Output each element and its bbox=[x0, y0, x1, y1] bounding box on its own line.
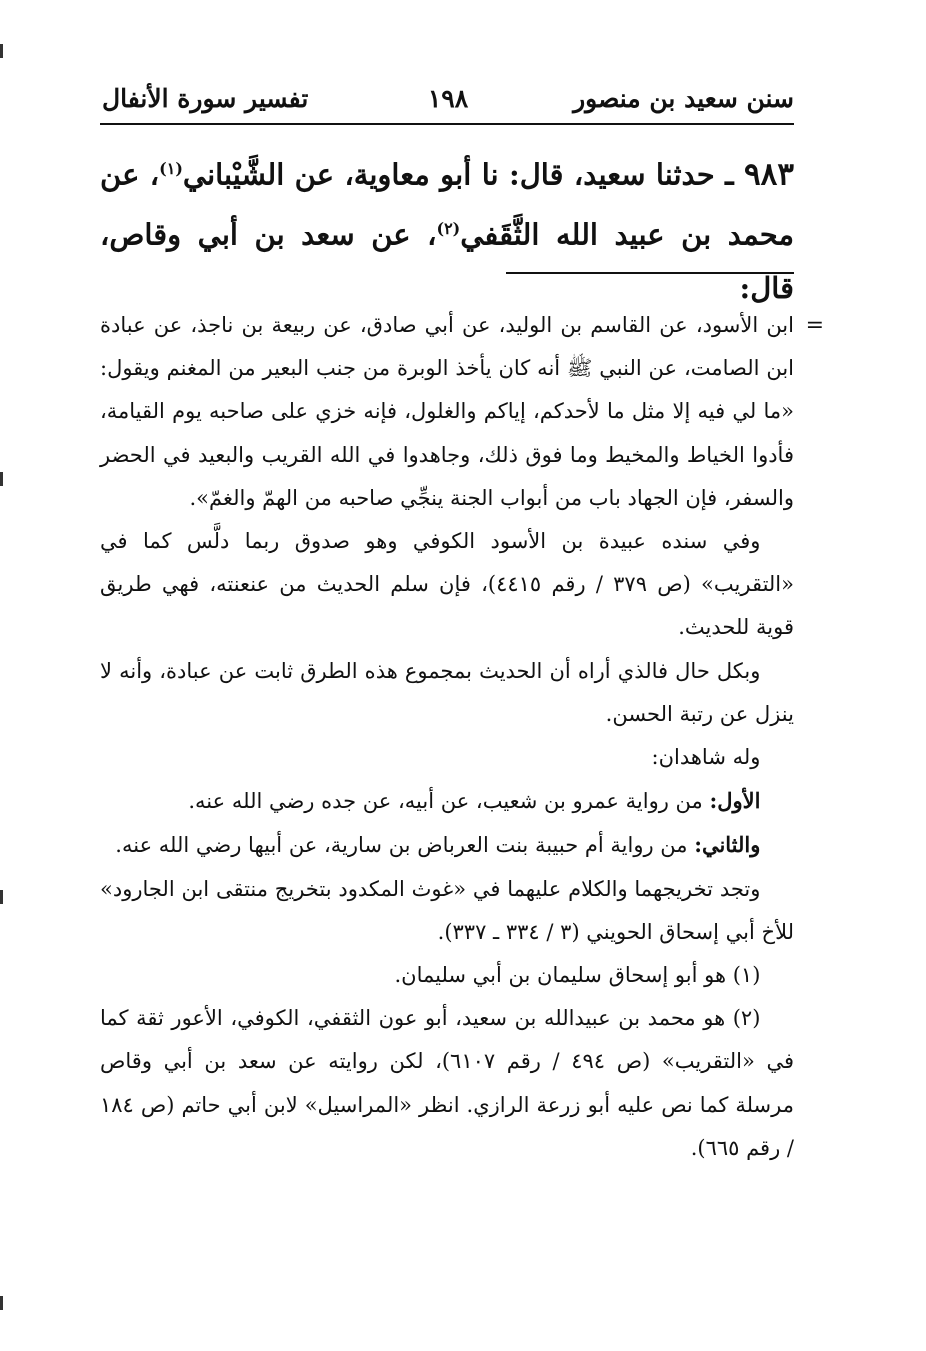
scan-edge-mark bbox=[0, 44, 3, 58]
note-paragraph-second-witness bbox=[100, 823, 794, 867]
second-witness-label: والثاني: bbox=[694, 832, 761, 858]
footnote-2: (٢) هو محمد بن عبيدالله بن سعيد، أبو عون الثقفي، الكوفي، الأعور ثقة كما في «التقريب» (ص ٤٩٤ / رقم ٦١٠٧)، لكن روايته عن سعد بن أبي وقاص مرسلة كما نص عليه أبو زرعة الرازي. انظر «المراسيل» لابن أبي حاتم (ص ١٨٤ / رقم ٦٦٥). bbox=[100, 1006, 794, 1160]
book-title: سنن سعيد بن منصور bbox=[573, 84, 794, 113]
note-paragraph: وله شاهدان: bbox=[651, 745, 761, 770]
footnote-separator bbox=[506, 272, 794, 274]
note-paragraph: وفي سنده عبيدة بن الأسود الكوفي وهو صدوق ربما دلَّس كما في «التقريب» (ص ٣٧٩ / رقم ٤٤١٥)، فإن سلم الحديث من عنعنته، فهي طريق قوية للحديث. bbox=[100, 529, 794, 640]
scan-edge-mark bbox=[0, 472, 3, 486]
first-witness-text: من رواية عمرو بن شعيب، عن أبيه، عن جده رضي الله عنه. bbox=[188, 789, 710, 814]
footnote-1: (١) هو أبو إسحاق سليمان بن أبي سليمان. bbox=[394, 963, 761, 988]
footnote-marker-1[interactable]: (١) bbox=[159, 159, 183, 178]
hadith-dash: ـ bbox=[725, 157, 734, 192]
note-paragraph-first-witness bbox=[100, 779, 794, 823]
hadith-line2-start: عن محمد بن عبيد الله الثَّقَفي bbox=[100, 157, 794, 252]
hadith-line1-end: ، bbox=[149, 157, 160, 192]
hadith-line1: حدثنا سعيد، قال: نا أبو معاوية، عن الشَّيْباني bbox=[182, 157, 715, 192]
hadith-number: ٩٨٣ bbox=[744, 156, 794, 193]
note-paragraph: ابن الأسود، عن القاسم بن الوليد، عن أبي صادق، عن ربيعة بن ناجذ، عن عبادة ابن الصامت، عن النبي ﷺ أنه كان يأخذ الوبرة من جنب البعير من المغنم ويقول: «ما لي فيه إلا مثل ما لأحدكم، إياكم والغلول، فإنه خزي على صاحبه يوم القيامة، فأدوا الخياط والمخيط وما فوق ذلك، وجاهدوا في الله القريب والبعيد في الحضر والسفر، فإن الجهاد باب من أبواب الجنة ينجِّي صاحبه من الهمّ والغمّ». bbox=[100, 313, 794, 510]
footnotes-block bbox=[100, 304, 824, 1170]
header-rule bbox=[100, 123, 794, 125]
note-paragraph: وبكل حال فالذي أراه أن الحديث بمجموع هذه الطرق ثابت عن عبادة، وأنه لا ينزل عن رتبة الحسن. bbox=[100, 658, 794, 726]
running-header bbox=[102, 84, 794, 120]
hadith-text bbox=[100, 142, 794, 315]
first-witness-label: الأول: bbox=[709, 788, 761, 814]
note-paragraph: وتجد تخريجهما والكلام عليهما في «غوث المكدود بتخريج منتقى ابن الجارود» للأخ أبي إسحاق الحويني (٣ / ٣٣٤ ـ ٣٣٧). bbox=[100, 876, 794, 944]
second-witness-text: من رواية أم حبيبة بنت العرباض بن سارية، عن أبيها رضي الله عنه. bbox=[115, 833, 695, 858]
hadith-line2-end: ، عن سعد بن أبي وقاص، قال: bbox=[100, 217, 794, 306]
scan-edge-mark bbox=[0, 890, 3, 904]
footnote-marker-2[interactable]: (٢) bbox=[436, 218, 461, 238]
chapter-title: تفسير سورة الأنفال bbox=[102, 84, 309, 113]
page-number: ١٩٨ bbox=[427, 84, 469, 113]
continuation-mark: = bbox=[805, 313, 824, 338]
scan-edge-mark bbox=[0, 1296, 3, 1310]
